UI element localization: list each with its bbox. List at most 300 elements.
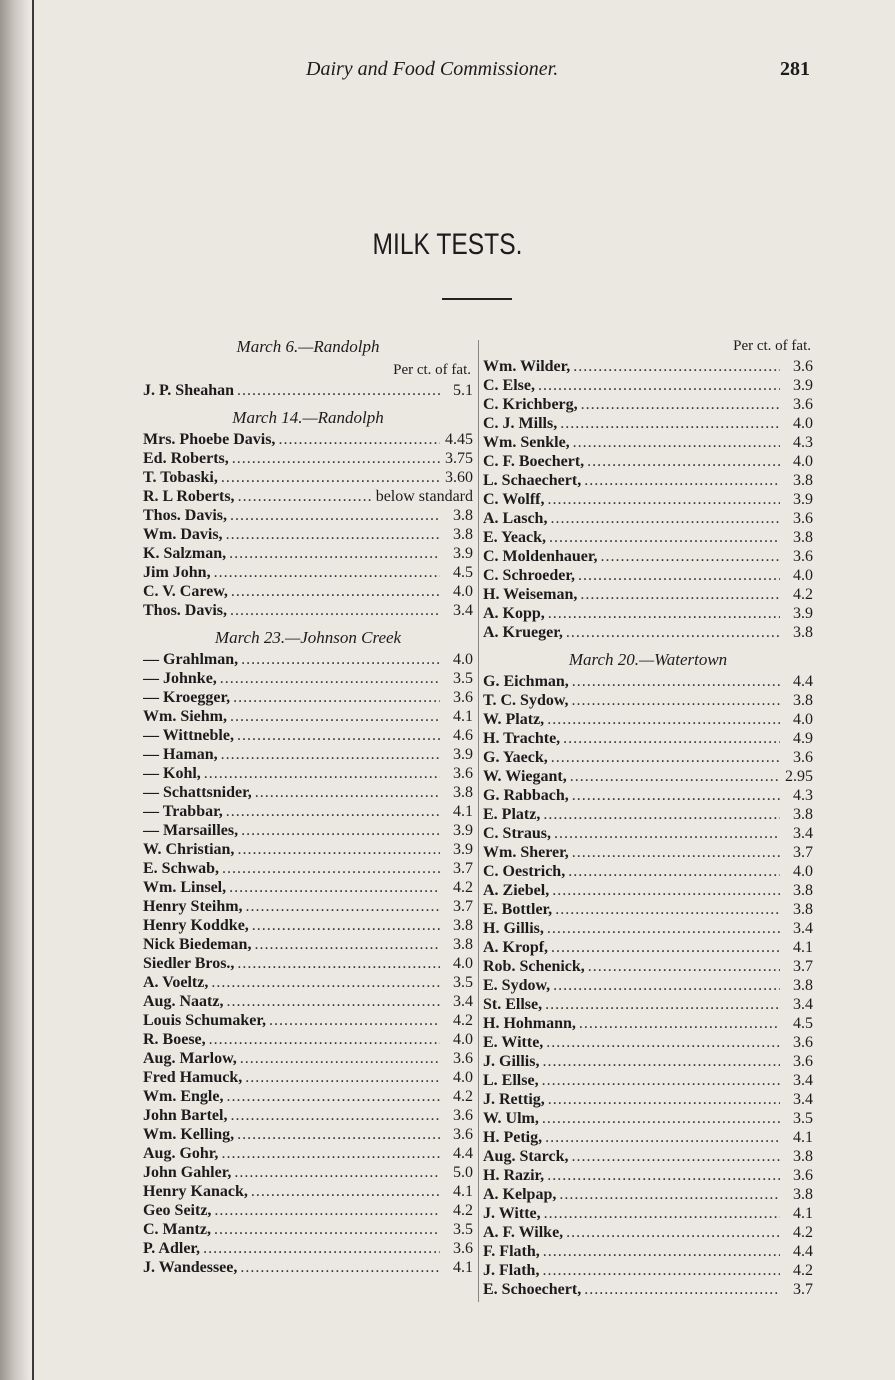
leader-dots [278,430,440,449]
leader-dots [226,802,440,821]
fat-percentage: 4.4 [793,1243,813,1260]
table-row [143,1220,473,1239]
fat-percentage: 4.2 [453,1202,473,1219]
producer-name: C. Krichberg, [483,396,578,413]
producer-name: A. Kropf, [483,939,549,956]
leader-dots [241,650,440,669]
leader-dots [601,547,780,566]
fat-percentage: 3.9 [453,746,473,763]
leader-dots [584,1280,780,1299]
producer-name: E. Sydow, [483,977,551,994]
table-row [143,935,473,954]
producer-name: Wm. Senkle, [483,434,570,451]
fat-percentage: 4.9 [793,730,813,747]
table-row [143,1087,473,1106]
fat-percentage: 3.4 [793,1091,813,1108]
leader-dots [553,976,780,995]
table-row [143,506,473,525]
producer-name: A. Voeltz, [143,974,209,991]
leader-dots [542,1052,780,1071]
leader-dots [550,509,780,528]
fat-percentage: 4.2 [793,1262,813,1279]
producer-name: H. Hohmann, [483,1015,576,1032]
producer-name: C. V. Carew, [143,583,228,600]
fat-percentage: 3.7 [793,844,813,861]
table-row [143,1182,473,1201]
producer-name: Nick Biedeman, [143,936,252,953]
producer-name: E. Schwab, [143,860,220,877]
fat-percentage: 4.1 [793,939,813,956]
producer-name: R. Boese, [143,1031,206,1048]
table-row [483,395,813,414]
producer-name: E. Bottler, [483,901,553,918]
producer-name: Fred Hamuck, [143,1069,243,1086]
table-row [143,992,473,1011]
fat-percentage: 3.75 [445,450,473,467]
table-row [483,623,813,642]
fat-percentage: 4.0 [453,1069,473,1086]
fat-percentage: 4.1 [453,1259,473,1276]
fat-percentage: 3.9 [793,605,813,622]
leader-dots [238,487,373,506]
producer-name: A. Kopp, [483,605,545,622]
left-column [143,335,473,1277]
fat-percentage: 5.1 [453,382,473,399]
fat-percentage: 4.2 [453,879,473,896]
leader-dots [230,1106,440,1125]
producer-name: Henry Koddke, [143,917,249,934]
table-row [143,650,473,669]
leader-dots [572,786,780,805]
producer-name: W. Platz, [483,711,545,728]
table-row [483,881,813,900]
fat-percentage: 4.1 [453,803,473,820]
table-row [483,995,813,1014]
leader-dots [229,544,440,563]
table-row [483,710,813,729]
fat-percentage: 4.3 [793,787,813,804]
table-row [483,376,813,395]
table-row [483,1280,813,1299]
leader-dots [560,414,780,433]
leader-dots [543,1242,780,1261]
table-row [143,1049,473,1068]
producer-name: Mrs. Phoebe Davis, [143,431,276,448]
leader-dots [226,1087,440,1106]
producer-name: J. Flath, [483,1262,540,1279]
producer-name: Henry Steihm, [143,898,243,915]
fat-percentage: 4.1 [453,1183,473,1200]
section-heading: March 14.—Randolph [232,408,384,427]
leader-dots [543,805,780,824]
producer-name: H. Gillis, [483,920,544,937]
leader-dots [551,748,780,767]
leader-dots [545,1128,780,1147]
producer-name: C. Mantz, [143,1221,211,1238]
table-row [143,878,473,897]
producer-name: J. P. Sheahan [143,382,234,399]
leader-dots [241,821,440,840]
table-row [143,582,473,601]
fat-percentage: 5.0 [453,1164,473,1181]
column-divider [478,340,479,1302]
table-row [483,585,813,604]
table-row [483,452,813,471]
table-row [483,566,813,585]
table-row [143,764,473,783]
producer-name: H. Trachte, [483,730,561,747]
table-row [483,1071,813,1090]
fat-percentage: 3.6 [793,1167,813,1184]
leader-dots [573,357,780,376]
table-row [143,973,473,992]
table-row [143,563,473,582]
table-row [483,767,813,786]
leader-dots [220,669,440,688]
table-row [483,604,813,623]
leader-dots [559,1185,780,1204]
producer-name: Louis Schumaker, [143,1012,266,1029]
page-edge-line [32,0,34,1380]
fat-percentage: 3.8 [453,507,473,524]
running-head [300,58,810,88]
producer-name: — Grahlman, [143,651,239,668]
fat-percentage: 4.0 [793,567,813,584]
table-row [483,1223,813,1242]
table-row [143,525,473,544]
leader-dots [572,843,780,862]
leader-dots [229,878,440,897]
table-row [483,748,813,767]
producer-name: K. Salzman, [143,545,227,562]
table-row [483,357,813,376]
leader-dots [211,973,440,992]
leader-dots [231,582,440,601]
table-row [483,1052,813,1071]
producer-name: — Marsailles, [143,822,239,839]
leader-dots [580,585,780,604]
fat-percentage: 3.8 [793,472,813,489]
fat-percentage: 3.6 [793,396,813,413]
fat-percentage: 4.0 [793,711,813,728]
table-row [483,786,813,805]
leader-dots [226,992,440,1011]
producer-name: A. Lasch, [483,510,548,527]
fat-percentage: 3.5 [453,670,473,687]
table-row [483,528,813,547]
leader-dots [551,938,780,957]
title-rule [442,298,512,300]
fat-percentage: 3.8 [793,901,813,918]
producer-name: Aug. Marlow, [143,1050,237,1067]
leader-dots [214,1220,440,1239]
leader-dots [246,897,440,916]
column-header: Per ct. of fat. [733,338,811,354]
fat-percentage: 3.6 [453,765,473,782]
producer-name: G. Rabbach, [483,787,569,804]
fat-percentage: 3.4 [453,993,473,1010]
leader-dots [254,935,440,954]
fat-percentage: 3.6 [793,510,813,527]
leader-dots [555,900,780,919]
leader-dots [230,707,440,726]
fat-percentage: 3.6 [793,358,813,375]
fat-percentage: 3.7 [793,958,813,975]
fat-percentage: 3.8 [793,977,813,994]
table-row [483,433,813,452]
producer-name: E. Schoechert, [483,1281,582,1298]
fat-percentage: 3.8 [453,526,473,543]
leader-dots [547,710,780,729]
fat-percentage: 4.4 [793,673,813,690]
table-row [483,1014,813,1033]
producer-name: Wm. Siehm, [143,708,227,725]
table-row [143,840,473,859]
leader-dots [232,449,440,468]
leader-dots [542,1109,780,1128]
leader-dots [221,745,440,764]
producer-name: G. Yaeck, [483,749,548,766]
producer-name: E. Witte, [483,1034,544,1051]
producer-name: A. Krueger, [483,624,563,641]
producer-name: Aug. Gohr, [143,1145,219,1162]
fat-percentage: 3.9 [793,491,813,508]
leader-dots [549,528,780,547]
table-row [483,1166,813,1185]
leader-dots [251,1182,440,1201]
producer-name: — Haman, [143,746,218,763]
fat-percentage: 4.1 [453,708,473,725]
column-header: Per ct. of fat. [393,362,471,378]
fat-percentage: 4.5 [453,564,473,581]
table-row [483,471,813,490]
producer-name: Thos. Davis, [143,507,228,524]
leader-dots [233,688,440,707]
fat-percentage: 3.8 [793,806,813,823]
producer-name: W. Wiegant, [483,768,567,785]
table-row [483,1261,813,1280]
fat-percentage: 3.9 [793,377,813,394]
leader-dots [545,995,780,1014]
leader-dots [568,862,780,881]
fat-percentage: 4.2 [793,1224,813,1241]
leader-dots [237,726,440,745]
leader-dots [570,767,780,786]
producer-name: Geo Seitz, [143,1202,212,1219]
fat-percentage: 3.4 [793,825,813,842]
table-row [143,859,473,878]
fat-percentage: 3.5 [453,1221,473,1238]
producer-name: Aug. Starck, [483,1148,569,1165]
leader-dots [209,1030,440,1049]
running-head-title: Dairy and Food Commissioner. [306,58,559,80]
leader-dots [544,1204,780,1223]
right-column [483,335,813,1299]
producer-name: L. Schaechert, [483,472,582,489]
fat-percentage: 4.3 [793,434,813,451]
table-row [143,916,473,935]
table-row [143,726,473,745]
fat-percentage: 4.1 [793,1129,813,1146]
table-row [483,805,813,824]
leader-dots [572,672,780,691]
leader-dots [572,1147,781,1166]
producer-name: J. Witte, [483,1205,541,1222]
table-row [143,745,473,764]
fat-percentage: 4.45 [445,431,473,448]
fat-percentage: 4.5 [793,1015,813,1032]
leader-dots [237,954,440,973]
fat-percentage: 3.6 [793,1034,813,1051]
leader-dots [588,957,780,976]
leader-dots [548,604,780,623]
table-row [483,1109,813,1128]
producer-name: T. C. Sydow, [483,692,569,709]
producer-name: A. F. Wilke, [483,1224,564,1241]
leader-dots [584,471,780,490]
table-row [483,976,813,995]
table-row [143,1125,473,1144]
leader-dots [240,1049,440,1068]
producer-name: Siedler Bros., [143,955,235,972]
leader-dots [578,566,780,585]
table-row [143,1030,473,1049]
table-row [483,1033,813,1052]
fat-percentage: 3.5 [453,974,473,991]
leader-dots [252,916,440,935]
table-row [143,449,473,468]
leader-dots [240,1258,440,1277]
table-row [483,414,813,433]
fat-percentage: 4.0 [453,1031,473,1048]
fat-percentage: 3.8 [793,1148,813,1165]
table-row [143,468,473,487]
fat-percentage: 4.2 [453,1088,473,1105]
fat-percentage: 3.6 [453,1050,473,1067]
table-row [143,381,473,400]
table-row [483,509,813,528]
fat-percentage: 3.6 [453,1240,473,1257]
leader-dots [552,881,780,900]
leader-dots [237,840,440,859]
table-row [143,430,473,449]
fat-percentage: 3.9 [453,841,473,858]
page-number: 281 [780,58,810,80]
fat-percentage: 4.2 [793,586,813,603]
table-row [483,919,813,938]
producer-name: A. Ziebel, [483,882,550,899]
fat-percentage: 3.6 [793,548,813,565]
fat-percentage: 4.6 [453,727,473,744]
producer-name: E. Platz, [483,806,541,823]
leader-dots [234,1163,440,1182]
table-row [483,938,813,957]
fat-percentage: 4.0 [793,453,813,470]
table-row [483,672,813,691]
table-row [483,691,813,710]
table-row [143,1068,473,1087]
table-row [143,1106,473,1125]
fat-percentage: 3.7 [793,1281,813,1298]
table-row [143,1163,473,1182]
producer-name: Thos. Davis, [143,602,228,619]
leader-dots [221,468,440,487]
leader-dots [542,1261,780,1280]
producer-name: C. Wolff, [483,491,545,508]
producer-name: Wm. Engle, [143,1088,224,1105]
fat-percentage: 3.6 [453,689,473,706]
leader-dots [230,506,440,525]
table-row [143,954,473,973]
producer-name: Jim John, [143,564,211,581]
table-row [483,1147,813,1166]
fat-percentage: 3.7 [453,860,473,877]
page-binding-shadow [0,0,30,1380]
fat-percentage: 3.4 [793,1072,813,1089]
producer-name: — Kohl, [143,765,201,782]
section-heading: March 6.—Randolph [236,337,380,356]
producer-name: F. Flath, [483,1243,540,1260]
leader-dots [566,623,780,642]
producer-name: J. Gillis, [483,1053,540,1070]
producer-name: R. L Roberts, [143,488,235,505]
leader-dots [573,433,780,452]
fat-percentage: 3.6 [453,1126,473,1143]
producer-name: St. Ellse, [483,996,543,1013]
fat-percentage: 3.4 [793,996,813,1013]
fat-percentage: 4.1 [793,1205,813,1222]
fat-percentage: 3.5 [793,1110,813,1127]
producer-name: Wm. Linsel, [143,879,227,896]
fat-percentage: 3.4 [793,920,813,937]
producer-name: T. Tobaski, [143,469,218,486]
producer-name: H. Razir, [483,1167,545,1184]
producer-name: Aug. Naatz, [143,993,224,1010]
fat-percentage: 3.8 [453,936,473,953]
leader-dots [572,691,780,710]
producer-name: C. Oestrich, [483,863,566,880]
producer-name: Henry Kanack, [143,1183,248,1200]
producer-name: Wm. Kelling, [143,1126,235,1143]
table-row [143,487,473,506]
producer-name: C. Straus, [483,825,552,842]
producer-name: — Wittneble, [143,727,234,744]
leader-dots [214,1201,440,1220]
leader-dots [547,1166,780,1185]
fat-percentage: 3.8 [793,882,813,899]
fat-percentage: 3.4 [453,602,473,619]
table-row [143,1258,473,1277]
table-row [143,1239,473,1258]
table-row [483,862,813,881]
fat-percentage: 4.4 [453,1145,473,1162]
leader-dots [566,1223,780,1242]
table-row [483,824,813,843]
table-row [143,1144,473,1163]
fat-percentage: 3.8 [793,529,813,546]
producer-name: C. J. Mills, [483,415,558,432]
fat-percentage: 3.7 [453,898,473,915]
table-row [143,821,473,840]
table-row [143,669,473,688]
table-row [483,900,813,919]
leader-dots [548,1090,780,1109]
producer-name: W. Christian, [143,841,235,858]
table-row [483,1090,813,1109]
leader-dots [587,452,780,471]
table-row [483,1242,813,1261]
table-row [143,601,473,620]
